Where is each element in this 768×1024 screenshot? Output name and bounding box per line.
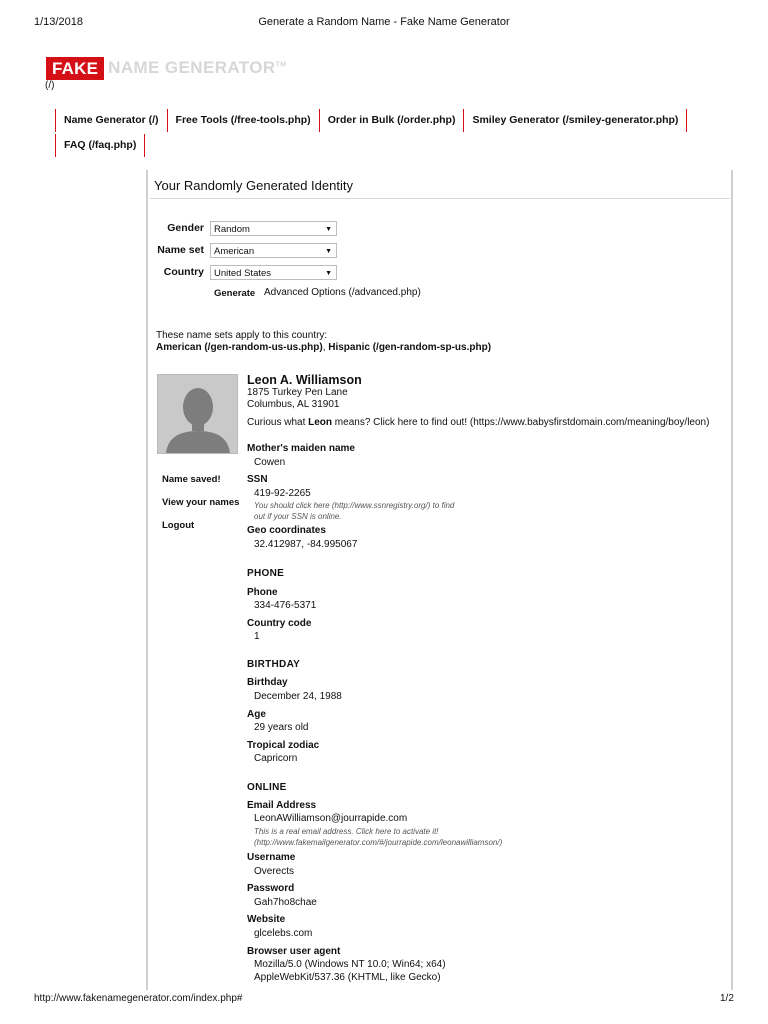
zodiac-value: Capricorn (254, 753, 298, 764)
country-code-value: 1 (254, 631, 260, 642)
panel-title-divider (150, 198, 730, 199)
country-code-label: Country code (247, 618, 312, 629)
nameset-select[interactable] (210, 243, 337, 258)
email-label: Email Address (247, 800, 317, 811)
birthday-value: December 24, 1988 (254, 691, 342, 702)
curious-name: Leon (308, 417, 333, 428)
nameset-link-american[interactable]: American (/gen-random-us-us.php) (156, 342, 323, 353)
age-label: Age (247, 709, 266, 720)
advanced-options-link[interactable]: Advanced Options (/advanced.php) (264, 287, 421, 298)
person-silhouette-icon (158, 375, 237, 453)
section-online: ONLINE (247, 782, 287, 793)
website-value: glcelebs.com (254, 928, 313, 939)
ssn-note-link[interactable] (254, 500, 454, 522)
logout-link[interactable]: Logout (162, 520, 195, 531)
email-note-line-2: (http://www.fakemailgenerator.com/#/jourrapide.com/leonawilliamson/) (254, 838, 503, 847)
ssn-note-line-2: out if your SSN is online. (254, 512, 342, 521)
nameset-label: Name set (157, 244, 204, 256)
ssn-label: SSN (247, 474, 268, 485)
site-logo[interactable] (46, 57, 287, 79)
email-note-line-1: This is a real email address. Click here to activate it! (254, 827, 439, 836)
email-activate-link[interactable] (254, 826, 502, 848)
name-meaning-link[interactable] (247, 417, 709, 428)
logo-fake-badge: FAKE (46, 57, 104, 80)
user-agent-line-1: Mozilla/5.0 (Windows NT 10.0; Win64; x64) (254, 959, 446, 970)
nav-free-tools[interactable]: Free Tools (/free-tools.php) (167, 109, 319, 132)
nav-row-2 (55, 133, 715, 158)
email-value: LeonAWilliamson@jourrapide.com (254, 813, 408, 824)
panel-border-left (146, 170, 148, 990)
age-value: 29 years old (254, 722, 309, 733)
namesets-separator: , (322, 342, 329, 353)
avatar (157, 374, 238, 454)
identity-name: Leon A. Williamson (247, 373, 362, 387)
website-label: Website (247, 914, 286, 925)
chevron-down-icon: ▼ (325, 226, 332, 233)
phone-label: Phone (247, 587, 278, 598)
nav-name-generator[interactable]: Name Generator (/) (55, 109, 167, 132)
print-date: 1/13/2018 (34, 16, 83, 28)
print-header (0, 16, 768, 32)
nav-row-1 (55, 108, 715, 133)
curious-prefix: Curious what (247, 417, 309, 428)
panel-border-right (731, 170, 733, 990)
country-label: Country (163, 266, 204, 278)
view-names-link[interactable]: View your names (162, 497, 240, 508)
birthday-label: Birthday (247, 677, 288, 688)
logo-wordmark (108, 58, 286, 78)
zodiac-label: Tropical zodiac (247, 740, 320, 751)
nameset-select-value: American (214, 246, 255, 257)
user-agent-label: Browser user agent (247, 946, 341, 957)
geo-value: 32.412987, -84.995067 (254, 539, 358, 550)
section-phone: PHONE (247, 568, 285, 579)
curious-suffix: means? Click here to find out! (https://www.babysfirstdomain.com/meaning/boy/leon) (332, 417, 710, 428)
nav-smiley-generator[interactable]: Smiley Generator (/smiley-generator.php) (463, 109, 687, 132)
name-saved-label: Name saved! (162, 474, 221, 485)
gender-label: Gender (167, 222, 204, 234)
chevron-down-icon: ▼ (325, 270, 332, 277)
logo-link[interactable]: (/) (45, 80, 55, 91)
namesets-links (156, 342, 491, 354)
logo-wordmark-text: NAME GENERATOR (108, 58, 276, 77)
nameset-link-hispanic[interactable]: Hispanic (/gen-random-sp-us.php) (328, 342, 492, 353)
gender-select-value: Random (214, 224, 250, 235)
password-value: Gah7ho8chae (254, 897, 317, 908)
main-nav (55, 108, 715, 158)
password-label: Password (247, 883, 295, 894)
username-value: Overects (254, 866, 295, 877)
panel-title: Your Randomly Generated Identity (154, 178, 353, 193)
nav-order-in-bulk[interactable]: Order in Bulk (/order.php) (319, 109, 464, 132)
gender-select[interactable] (210, 221, 337, 236)
address-line-2: Columbus, AL 31901 (247, 399, 340, 410)
country-select-value: United States (214, 268, 272, 279)
geo-label: Geo coordinates (247, 525, 326, 536)
namesets-info (156, 330, 491, 354)
phone-value: 334-476-5371 (254, 600, 317, 611)
username-label: Username (247, 852, 296, 863)
logo-tm: TM (275, 61, 287, 69)
country-select[interactable] (210, 265, 337, 280)
generate-button[interactable]: Generate (214, 288, 256, 299)
ssn-value: 419-92-2265 (254, 488, 311, 499)
chevron-down-icon: ▼ (325, 248, 332, 255)
user-agent-line-2: AppleWebKit/537.36 (KHTML, like Gecko) (254, 972, 441, 983)
print-footer-url: http://www.fakenamegenerator.com/index.php# (34, 993, 243, 1004)
maiden-label: Mother's maiden name (247, 443, 355, 454)
section-birthday: BIRTHDAY (247, 659, 301, 670)
print-title: Generate a Random Name - Fake Name Generator (258, 16, 510, 28)
ssn-note-line-1: You should click here (http://www.ssnregistry.org/) to find (254, 501, 455, 510)
nav-faq[interactable]: FAQ (/faq.php) (55, 134, 145, 157)
address-line-1: 1875 Turkey Pen Lane (247, 387, 348, 398)
maiden-value: Cowen (254, 457, 286, 468)
namesets-intro: These name sets apply to this country: (156, 330, 328, 341)
print-footer-page: 1/2 (720, 993, 734, 1004)
